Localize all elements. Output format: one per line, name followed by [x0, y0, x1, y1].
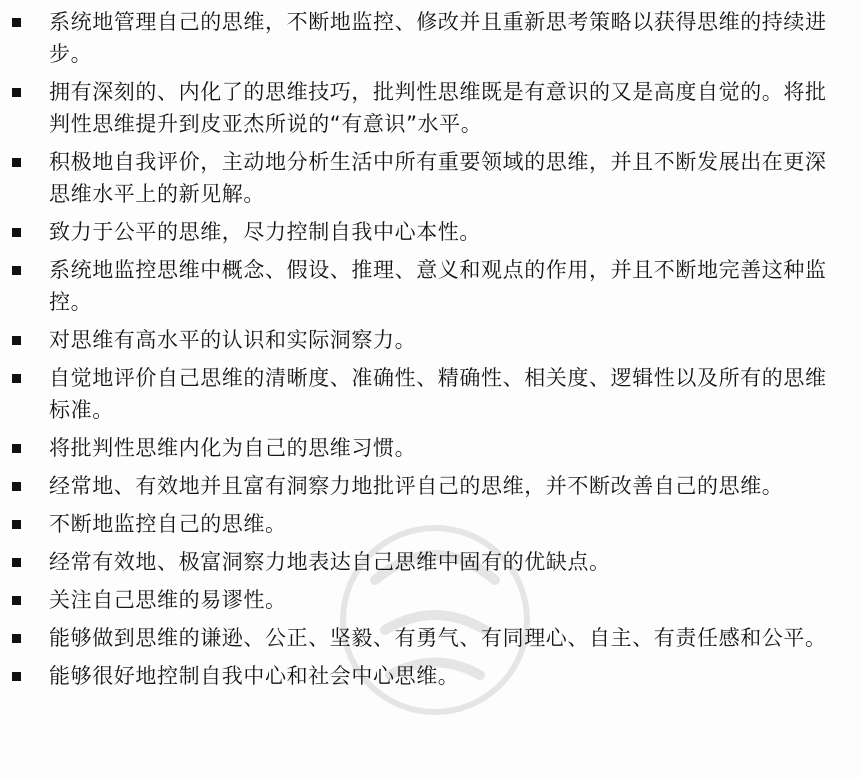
list-item-text: 经常有效地、极富洞察力地表达自己思维中固有的优缺点。 — [49, 550, 611, 574]
square-bullet-icon — [12, 88, 21, 97]
list-item-text: 将批判性思维内化为自己的思维习惯。 — [49, 436, 417, 460]
square-bullet-icon — [12, 634, 21, 643]
list-item-text: 拥有深刻的、内化了的思维技巧，批判性思维既是有意识的又是高度自觉的。将批判性思维提升到皮亚杰所说的“有意识”水平。 — [49, 80, 827, 136]
list-item — [0, 76, 861, 140]
square-bullet-icon — [12, 482, 21, 491]
list-item — [0, 216, 861, 248]
list-item-text: 能够很好地控制自我中心和社会中心思维。 — [49, 664, 460, 688]
square-bullet-icon — [12, 374, 21, 383]
list-item — [0, 324, 861, 356]
list-item — [0, 470, 861, 502]
list-item-text: 致力于公平的思维，尽力控制自我中心本性。 — [49, 220, 481, 244]
square-bullet-icon — [12, 336, 21, 345]
list-item-text: 积极地自我评价，主动地分析生活中所有重要领域的思维，并且不断发展出在更深思维水平上的新见解。 — [49, 150, 827, 206]
list-item — [0, 146, 861, 210]
square-bullet-icon — [12, 672, 21, 681]
list-item-text: 经常地、有效地并且富有洞察力地批评自己的思维，并不断改善自己的思维。 — [49, 474, 784, 498]
square-bullet-icon — [12, 266, 21, 275]
square-bullet-icon — [12, 558, 21, 567]
list-item — [0, 432, 861, 464]
square-bullet-icon — [12, 444, 21, 453]
list-item — [0, 622, 861, 654]
bullet-list — [0, 6, 861, 698]
list-item-text: 对思维有高水平的认识和实际洞察力。 — [49, 328, 417, 352]
list-item — [0, 508, 861, 540]
list-item-text: 系统地监控思维中概念、假设、推理、意义和观点的作用，并且不断地完善这种监控。 — [49, 258, 827, 314]
list-item-text: 自觉地评价自己思维的清晰度、准确性、精确性、相关度、逻辑性以及所有的思维标准。 — [49, 366, 827, 422]
list-item-text: 不断地监控自己的思维。 — [49, 512, 287, 536]
list-item-text: 能够做到思维的谦逊、公正、坚毅、有勇气、有同理心、自主、有责任感和公平。 — [49, 626, 827, 650]
list-item — [0, 6, 861, 70]
square-bullet-icon — [12, 228, 21, 237]
list-item-text: 系统地管理自己的思维，不断地监控、修改并且重新思考策略以获得思维的持续进步。 — [49, 10, 827, 66]
list-item — [0, 546, 861, 578]
square-bullet-icon — [12, 596, 21, 605]
square-bullet-icon — [12, 158, 21, 167]
square-bullet-icon — [12, 520, 21, 529]
list-item — [0, 362, 861, 426]
square-bullet-icon — [12, 18, 21, 27]
list-item-text: 关注自己思维的易谬性。 — [49, 588, 287, 612]
list-item — [0, 254, 861, 318]
list-item — [0, 660, 861, 692]
list-item — [0, 584, 861, 616]
